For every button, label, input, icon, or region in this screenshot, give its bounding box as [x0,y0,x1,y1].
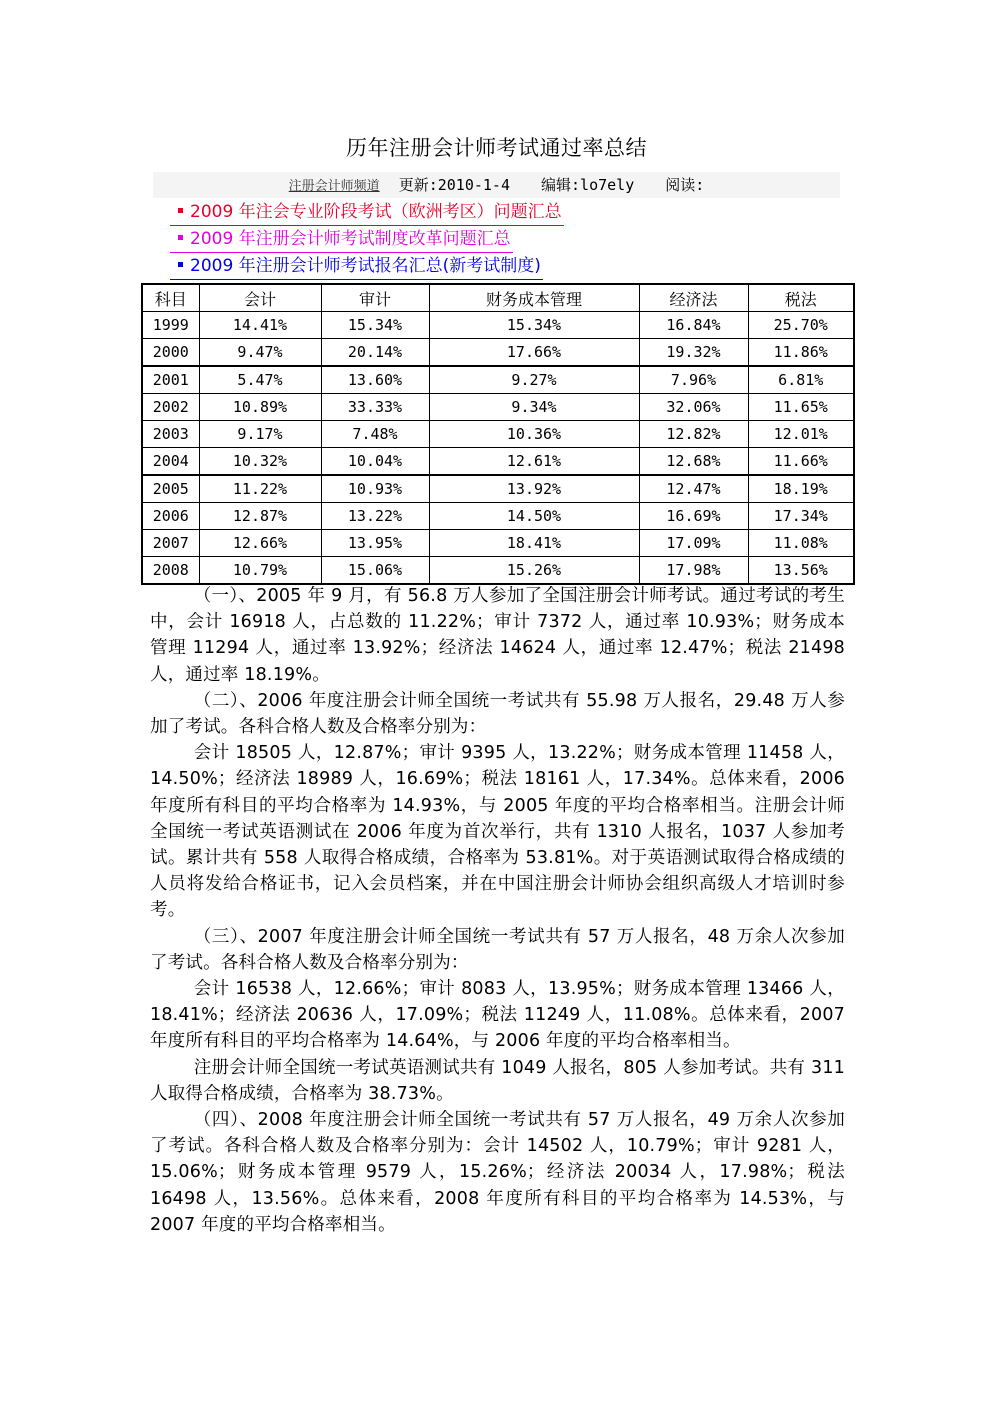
header-tax-law: 税法 [748,284,854,312]
table-row [142,339,854,367]
year-cell: 2002 [142,394,199,421]
related-links [170,199,564,280]
rate-cell: 9.34% [429,394,639,421]
article-body [150,583,845,1238]
rate-cell: 11.22% [199,475,321,503]
rate-cell: 15.34% [429,312,639,339]
year-cell: 2001 [142,366,199,394]
table-row [142,503,854,530]
rate-cell: 7.48% [321,421,429,448]
related-link-europe-exam[interactable] [170,199,564,226]
rate-cell: 11.65% [748,394,854,421]
rate-cell: 10.79% [199,557,321,585]
link-label: 2009 年注册会计师考试报名汇总(新考试制度) [190,256,541,276]
header-accounting: 会计 [199,284,321,312]
link-label: 2009 年注会专业阶段考试（欧洲考区）问题汇总 [190,202,562,222]
year-cell: 2006 [142,503,199,530]
paragraph-2006-intro: （二）、2006 年度注册会计师全国统一考试共有 55.98 万人报名，29.48 万人参加了考试。各科合格人数及合格率分别为： [150,690,845,738]
year-cell: 2000 [142,339,199,367]
rate-cell: 9.17% [199,421,321,448]
rate-cell: 9.47% [199,339,321,367]
rate-cell: 20.14% [321,339,429,367]
rate-cell: 12.82% [639,421,748,448]
rate-cell: 15.34% [321,312,429,339]
year-cell: 2003 [142,421,199,448]
paragraph-2006-detail: 会计 18505 人，12.87%；审计 9395 人，13.22%；财务成本管理 11458 人，14.50%；经济法 18989 人，16.69%；税法 18161 人，17.34%。总体来看，2006 年度所有科目的平均合格率为 14.93%，与 2005 年度的平均合格率相当。注册会计师全国统一考试英语测试在 2006 年度为首次举行，共有 1310 人报名，1037 人参加考试。累计共有 558 人取得合格成绩，合格率为 53.81%。对于英语测试取得合格成绩的人员将发给合格证书，记入会员档案，并在中国注册会计师协会组织高级人才培训时参考。 [150,743,845,921]
rate-cell: 5.47% [199,366,321,394]
bullet-icon [178,262,183,267]
table-header-row [142,284,854,312]
update-date: 更新:2010-1-4 [398,176,510,194]
rate-cell: 25.70% [748,312,854,339]
rate-cell: 18.19% [748,475,854,503]
header-audit: 审计 [321,284,429,312]
paragraph-2007-detail: 会计 16538 人，12.66%；审计 8083 人，13.95%；财务成本管理 13466 人，18.41%；经济法 20636 人，17.09%；税法 11249 人，11.08%。总体来看，2007 年度所有科目的平均合格率为 14.64%，与 2006 年度的平均合格率相当。 [150,979,845,1052]
rate-cell: 10.32% [199,448,321,476]
header-economic-law: 经济法 [639,284,748,312]
rate-cell: 19.32% [639,339,748,367]
header-subject: 科目 [142,284,199,312]
rate-cell: 6.81% [748,366,854,394]
rate-cell: 12.87% [199,503,321,530]
year-cell: 2005 [142,475,199,503]
header-financial-management: 财务成本管理 [429,284,639,312]
rate-cell: 10.89% [199,394,321,421]
table-row [142,366,854,394]
table-row [142,312,854,339]
rate-cell: 17.66% [429,339,639,367]
rate-cell: 13.92% [429,475,639,503]
table-row [142,475,854,503]
page-title: 历年注册会计师考试通过率总结 [346,136,647,160]
rate-cell: 10.36% [429,421,639,448]
table-row [142,394,854,421]
paragraph-2007-english: 注册会计师全国统一考试英语测试共有 1049 人报名，805 人参加考试。共有 311 人取得合格成绩，合格率为 38.73%。 [150,1057,845,1104]
year-cell: 1999 [142,312,199,339]
rate-cell: 12.01% [748,421,854,448]
article-meta-bar [153,172,840,198]
paragraph-2008: （四）、2008 年度注册会计师全国统一考试共有 57 万人报名，49 万余人次参加了考试。各科合格人数及合格率分别为：会计 14502 人，10.79%；审计 9281 人，15.06%；财务成本管理 9579 人，15.26%；经济法 20034 人，17.98%；税法 16498 人，13.56%。总体来看，2008 年度所有科目的平均合格率为 14.53%，与 2007 年度的平均合格率相当。 [150,1110,845,1235]
related-link-reform[interactable] [170,226,513,253]
rate-cell: 14.41% [199,312,321,339]
table-row [142,421,854,448]
pass-rate-table [141,283,855,585]
rate-cell: 17.98% [639,557,748,585]
rate-cell: 10.04% [321,448,429,476]
year-cell: 2004 [142,448,199,476]
read-count: 阅读: [665,176,705,194]
rate-cell: 11.08% [748,530,854,557]
paragraph-2007-intro: （三）、2007 年度注册会计师全国统一考试共有 57 万人报名，48 万余人次参加了考试。各科合格人数及合格率分别为： [150,926,845,973]
rate-cell: 16.69% [639,503,748,530]
rate-cell: 32.06% [639,394,748,421]
rate-cell: 13.56% [748,557,854,585]
year-cell: 2008 [142,557,199,585]
rate-cell: 11.86% [748,339,854,367]
rate-cell: 16.84% [639,312,748,339]
rate-cell: 10.93% [321,475,429,503]
rate-cell: 15.26% [429,557,639,585]
table-row [142,448,854,476]
rate-cell: 12.47% [639,475,748,503]
rate-cell: 12.66% [199,530,321,557]
bullet-icon [178,235,183,240]
related-link-registration[interactable] [170,253,543,280]
table-row [142,557,854,585]
rate-cell: 17.34% [748,503,854,530]
rate-cell: 14.50% [429,503,639,530]
rate-cell: 13.95% [321,530,429,557]
rate-cell: 12.68% [639,448,748,476]
rate-cell: 7.96% [639,366,748,394]
link-label: 2009 年注册会计师考试制度改革问题汇总 [190,229,511,249]
rate-cell: 17.09% [639,530,748,557]
rate-cell: 9.27% [429,366,639,394]
year-cell: 2007 [142,530,199,557]
rate-cell: 13.22% [321,503,429,530]
rate-cell: 15.06% [321,557,429,585]
channel-link[interactable]: 注册会计师频道 [288,179,380,194]
rate-cell: 11.66% [748,448,854,476]
bullet-icon [178,208,183,213]
editor: 编辑:lo7ely [541,176,635,194]
table-row [142,530,854,557]
paragraph-2005: （一）、2005 年 9 月，有 56.8 万人参加了全国注册会计师考试。通过考试的考生中，会计 16918 人，占总数的 11.22%；审计 7372 人，通过率 10.93%；财务成本管理 11294 人，通过率 13.92%；经济法 14624 人，通过率 12.47%；税法 21498 人，通过率 18.19%。 [150,586,845,685]
rate-cell: 18.41% [429,530,639,557]
rate-cell: 12.61% [429,448,639,476]
rate-cell: 13.60% [321,366,429,394]
rate-cell: 33.33% [321,394,429,421]
